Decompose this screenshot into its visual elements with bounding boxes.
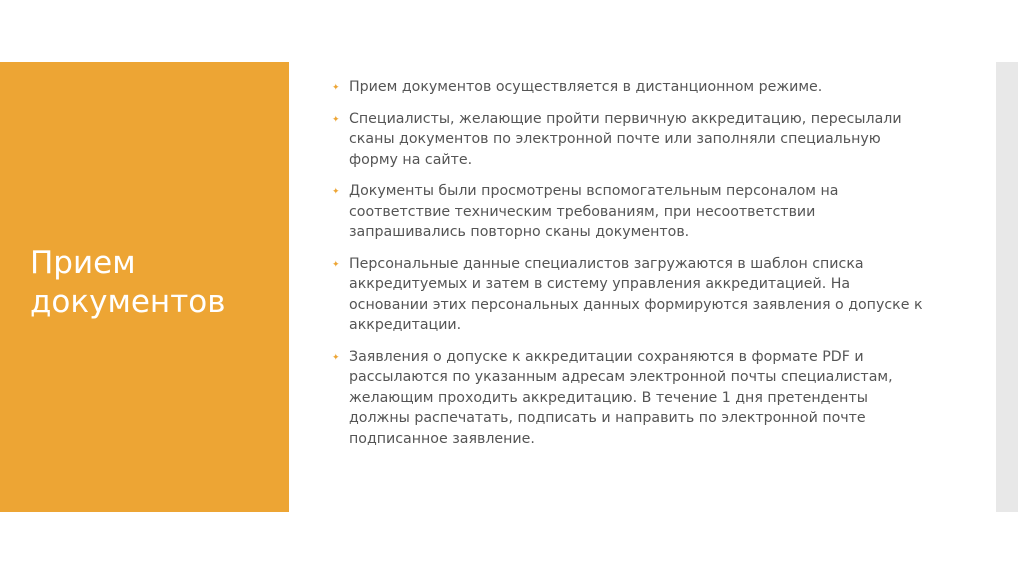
bullet-item [330,254,930,336]
small-diamond-bullet-icon: ✦ [332,187,340,197]
bullet-list [330,77,930,460]
slide-title: Прием документов [30,245,226,320]
bullet-text: Документы были просмотрены вспомогательным персоналом на соответствие техническим требованиям, при несоответствии запрашивались повторно сканы документов. [349,183,839,240]
bullet-text: Персональные данные специалистов загружаются в шаблон списка аккредитуемых и затем в систему управления аккредитацией. На основании этих персональных данных формируются заявления о допуске к аккредитации. [349,255,923,333]
small-diamond-bullet-icon: ✦ [332,352,340,363]
bullet-item [330,347,930,450]
bullet-text: Заявления о допуске к аккредитации сохраняются в формате PDF и рассылаются по указанным адресам электронной почты специалистам, желающим проходить аккредитацию. В течение 1 дня претенденты должны распечатать, подписать и направить по электронной почте подписанное заявление. [349,348,893,447]
scrollbar[interactable] [996,62,1018,512]
bullet-text: Прием документов осуществляется в дистанционном режиме. [349,79,823,95]
small-diamond-bullet-icon: ✦ [332,114,340,125]
bullet-item [330,109,930,171]
bullet-text: Специалисты, желающие пройти первичную аккредитацию, пересылали сканы документов по электронной почте или заполняли специальную форму на сайте. [349,110,902,168]
small-diamond-bullet-icon: ✦ [332,83,340,93]
small-diamond-bullet-icon: ✦ [332,259,340,270]
bullet-item [330,77,930,98]
bullet-item [330,181,930,243]
